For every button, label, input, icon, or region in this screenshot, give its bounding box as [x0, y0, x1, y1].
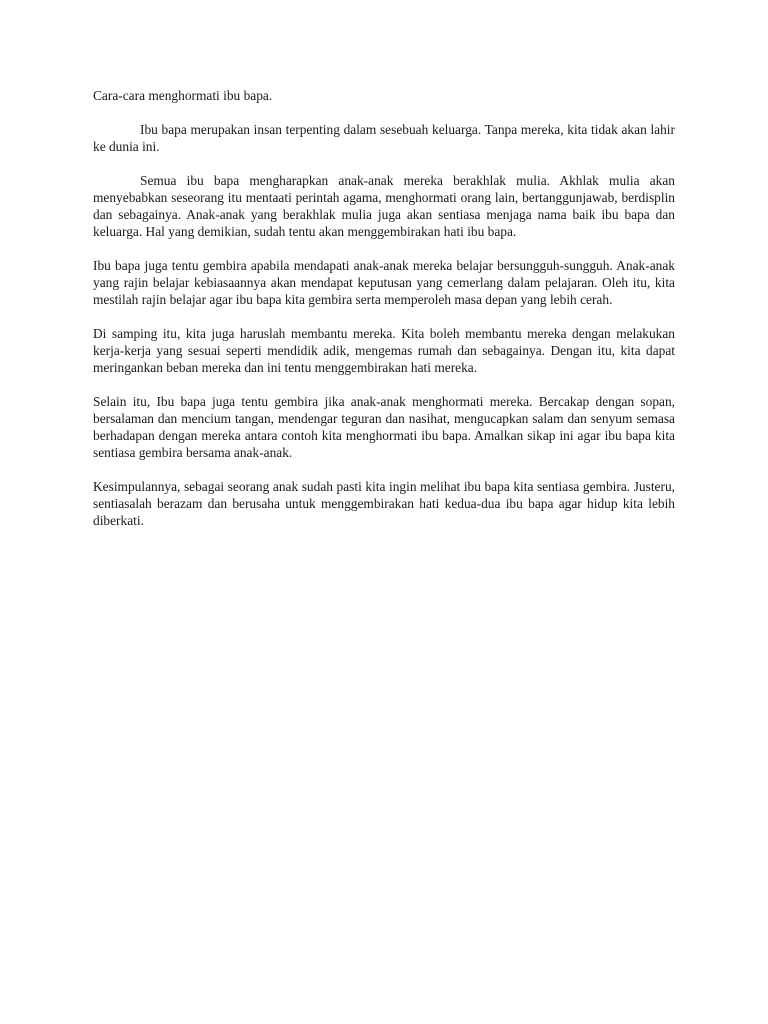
paragraph-1: Ibu bapa merupakan insan terpenting dalam sesebuah keluarga. Tanpa mereka, kita tidak akan lahir ke dunia ini. [93, 122, 675, 154]
paragraph-4: Di samping itu, kita juga haruslah membantu mereka. Kita boleh membantu mereka dengan melakukan kerja-kerja yang sesuai seperti mendidik adik, mengemas rumah dan sebagainya. Dengan itu, kita dapat meringankan beban mereka dan ini tentu menggembirakan hati mereka. [93, 326, 675, 375]
paragraph-6: Kesimpulannya, sebagai seorang anak sudah pasti kita ingin melihat ibu bapa kita sentiasa gembira. Justeru, sentiasalah berazam dan berusaha untuk menggembirakan hati kedua-dua ibu bapa agar hidup kita lebih diberkati. [93, 479, 675, 528]
paragraph-3: Ibu bapa juga tentu gembira apabila mendapati anak-anak mereka belajar bersungguh-sungguh. Anak-anak yang rajin belajar kebiasaannya akan mendapat keputusan yang cemerlang dalam pelajaran. Oleh itu, kita mestilah rajin belajar agar ibu bapa kita gembira serta memperoleh masa depan yang lebih cerah. [93, 258, 675, 307]
document-body [93, 87, 675, 546]
paragraph-2: Semua ibu bapa mengharapkan anak-anak mereka berakhlak mulia. Akhlak mulia akan menyebabkan seseorang itu mentaati perintah agama, menghormati orang lain, bertanggunjawab, berdisplin dan sebagainya. Anak-anak yang berakhlak mulia juga akan sentiasa menjaga nama baik ibu bapa dan keluarga. Hal yang demikian, sudah tentu akan menggembirakan hati ibu bapa. [93, 173, 675, 239]
paragraph-5: Selain itu, Ibu bapa juga tentu gembira jika anak-anak menghormati mereka. Bercakap dengan sopan, bersalaman dan mencium tangan, mendengar teguran dan nasihat, mengucapkan salam dan senyum semasa berhadapan dengan mereka antara contoh kita menghormati ibu bapa. Amalkan sikap ini agar ibu bapa kita sentiasa gembira bersama anak-anak. [93, 394, 675, 460]
document-title: Cara-cara menghormati ibu bapa. [93, 88, 273, 103]
